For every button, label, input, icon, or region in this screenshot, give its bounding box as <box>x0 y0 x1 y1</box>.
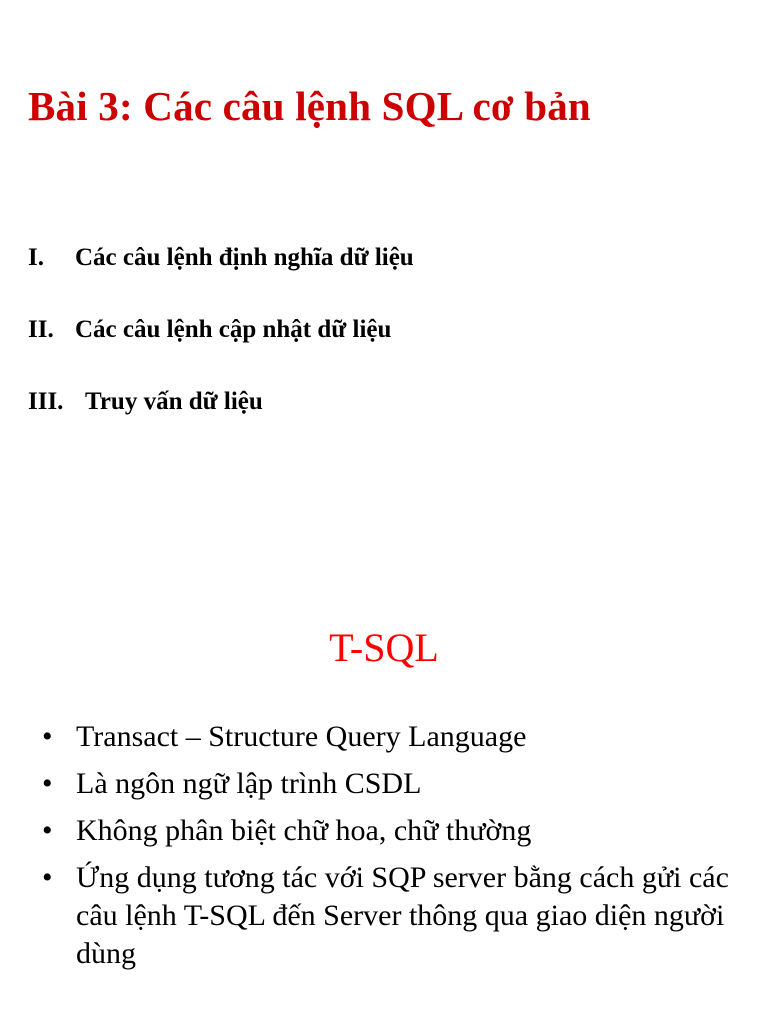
bullet-icon: • <box>42 720 53 753</box>
bullet-icon: • <box>42 814 53 847</box>
slide-2 <box>0 512 768 1024</box>
outline-number: III. <box>28 388 64 415</box>
bullet-icon: • <box>42 861 53 894</box>
outline-number: II. <box>28 316 54 343</box>
outline-item <box>28 316 414 388</box>
bullet-icon: • <box>42 767 53 800</box>
outline-text: Các câu lệnh cập nhật dữ liệu <box>75 316 392 343</box>
bullet-text: Transact – Structure Query Language <box>76 720 527 753</box>
outline-text: Các câu lệnh định nghĩa dữ liệu <box>75 244 414 271</box>
outline-item <box>28 244 414 316</box>
bullet-item <box>42 812 732 850</box>
outline-list <box>28 244 414 460</box>
slide-title-tsql: T-SQL <box>329 625 439 670</box>
bullet-item <box>42 859 732 973</box>
bullet-list <box>42 718 732 982</box>
bullet-item <box>42 718 732 756</box>
bullet-text: Ứng dụng tương tác với SQP server bằng cách gửi các câu lệnh T-SQL đến Server thông qua giao diện người dùng <box>76 861 729 970</box>
outline-number: I. <box>28 244 44 271</box>
bullet-text: Không phân biệt chữ hoa, chữ thường <box>76 814 532 847</box>
bullet-text: Là ngôn ngữ lập trình CSDL <box>76 767 422 800</box>
outline-item <box>28 388 414 460</box>
slide-title: Bài 3: Các câu lệnh SQL cơ bản <box>28 83 591 129</box>
bullet-item <box>42 765 732 803</box>
outline-text: Truy vấn dữ liệu <box>85 388 263 415</box>
